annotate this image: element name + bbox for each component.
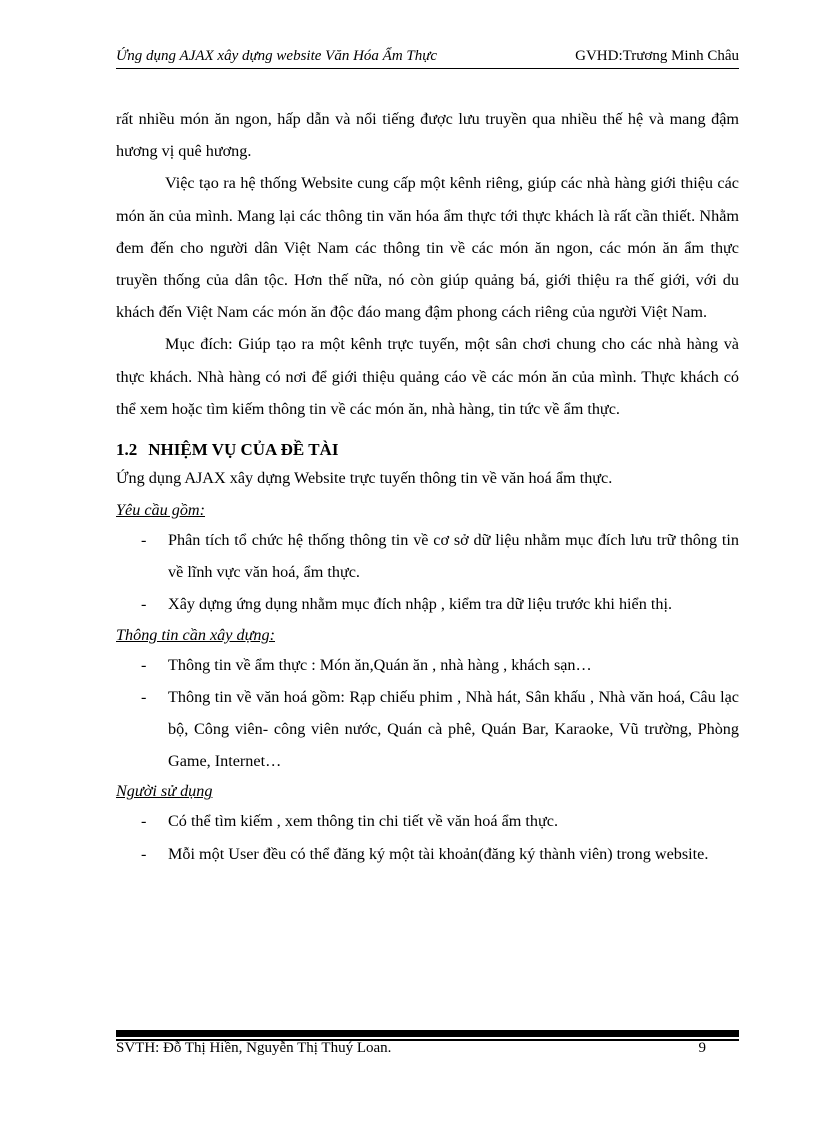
paragraph-continuation: rất nhiều món ăn ngon, hấp dẫn và nổi tiếng được lưu truyền qua nhiều thế hệ và mang đậm hương vị quê hương. bbox=[116, 110, 739, 161]
bullet-dash: - bbox=[141, 812, 147, 831]
info-list bbox=[116, 649, 739, 778]
page-number: 9 bbox=[698, 1040, 706, 1056]
list-item bbox=[116, 838, 739, 870]
section-intro: Ứng dụng AJAX xây dựng Website trực tuyến thông tin về văn hoá ẩm thực. bbox=[116, 469, 613, 488]
list-item-text: Có thể tìm kiếm , xem thông tin chi tiết về văn hoá ẩm thực. bbox=[168, 812, 559, 831]
section-title: NHIỆM VỤ CỦA ĐỀ TÀI bbox=[148, 440, 339, 460]
footer-authors: SVTH: Đỗ Thị Hiền, Nguyễn Thị Thuý Loan. bbox=[116, 1040, 392, 1056]
list-item-text: Thông tin về ẩm thực : Món ăn,Quán ăn , nhà hàng , khách sạn… bbox=[168, 655, 592, 674]
list-item-text: Xây dựng ứng dụng nhằm mục đích nhập , kiểm tra dữ liệu trước khi hiển thị. bbox=[168, 595, 673, 614]
list-item bbox=[116, 649, 739, 681]
paragraph-website-purpose: Việc tạo ra hệ thống Website cung cấp một kênh riêng, giúp các nhà hàng giới thiệu các món ăn của mình. Mang lại các thông tin văn hóa ẩm thực tới thực khách là rất cần thiết. Nhằm đem đến cho người dân Việt Nam các thông tin về các món ăn ngon, các món ăn ẩm thực truyền thống của dân tộc. Hơn thế nữa, nó còn giúp quảng bá, giới thiệu ra thế giới, với du khách đến Việt Nam các món ăn độc đáo mang đậm phong cách riêng của người Việt Nam. bbox=[116, 174, 739, 322]
bullet-dash: - bbox=[141, 595, 147, 614]
users-list bbox=[116, 805, 739, 869]
list-item bbox=[116, 805, 739, 837]
bullet-dash: - bbox=[141, 687, 147, 706]
header-title: Ứng dụng AJAX xây dựng website Văn Hóa Ẩm Thực bbox=[116, 48, 438, 64]
list-item bbox=[116, 588, 739, 620]
header-advisor: GVHD:Trương Minh Châu bbox=[575, 48, 739, 64]
paragraph-goal: Mục đích: Giúp tạo ra một kênh trực tuyến, một sân chơi chung cho các nhà hàng và thực khách. Nhà hàng có nơi để giới thiệu quảng cáo về các món ăn của mình. Thực khách có thể xem hoặc tìm kiếm thông tin về các món ăn, nhà hàng, tin tức về ẩm thực. bbox=[116, 335, 739, 418]
requirements-list bbox=[116, 524, 739, 621]
list-item-text: Phân tích tổ chức hệ thống thông tin về cơ sở dữ liệu nhằm mục đích lưu trữ thông tin về lĩnh vực văn hoá, ẩm thực. bbox=[168, 531, 739, 582]
footer-rule bbox=[116, 1030, 739, 1039]
requirements-label: Yêu cầu gồm: bbox=[116, 501, 206, 520]
list-item-text: Thông tin về văn hoá gồm: Rạp chiếu phim , Nhà hát, Sân khấu , Nhà văn hoá, Câu lạc bộ, Công viên- công viên nước, Quán cà phê, Quán Bar, Karaoke, Vũ trường, Phòng Game, Internet… bbox=[168, 687, 739, 771]
bullet-dash: - bbox=[141, 844, 147, 863]
users-label: Người sử dụng bbox=[116, 782, 213, 801]
section-number: 1.2 bbox=[116, 440, 138, 460]
list-item bbox=[116, 681, 739, 778]
page-header bbox=[116, 46, 739, 69]
page-body bbox=[116, 103, 739, 870]
list-item bbox=[116, 524, 739, 588]
section-heading bbox=[116, 436, 739, 464]
bullet-dash: - bbox=[141, 531, 147, 550]
info-label: Thông tin cần xây dựng: bbox=[116, 625, 275, 644]
bullet-dash: - bbox=[141, 655, 147, 674]
list-item-text: Mỗi một User đều có thể đăng ký một tài khoản(đăng ký thành viên) trong website. bbox=[168, 844, 709, 863]
